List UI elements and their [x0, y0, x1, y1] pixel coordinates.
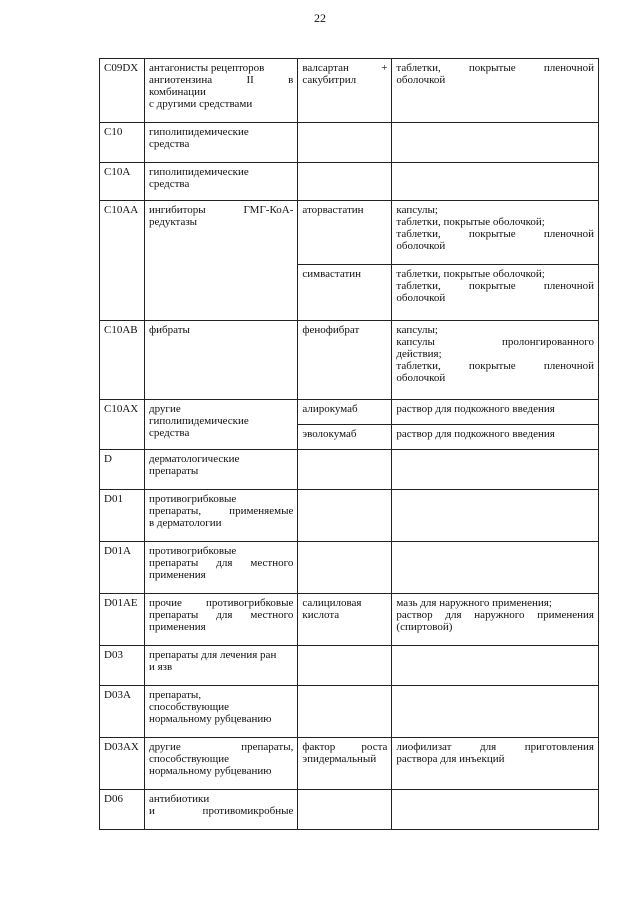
- atc-group: [144, 400, 297, 450]
- group-line: антагонисты рецепторов: [148, 62, 265, 74]
- form-line: (спиртовой): [396, 621, 453, 633]
- drug-name: [298, 321, 392, 400]
- drug-name: [298, 646, 392, 686]
- drug-name: [298, 738, 392, 790]
- group-line: другие: [148, 403, 181, 415]
- atc-group: [144, 686, 297, 738]
- drug-name: [298, 123, 392, 163]
- dosage-form: [392, 321, 599, 400]
- group-line: нормальному рубцеванию: [148, 713, 272, 725]
- table-row: [100, 686, 599, 738]
- atc-code: D01A: [100, 542, 145, 594]
- form-line: лиофилизат для приготовления: [396, 741, 594, 753]
- table-row: [100, 59, 599, 123]
- group-line: и язв: [148, 661, 173, 673]
- dosage-form: [392, 59, 599, 123]
- drug-name-line: салициловая: [302, 597, 362, 609]
- form-line: раствора для инъекций: [396, 753, 505, 765]
- drug-name-line: эпидермальный: [302, 753, 377, 765]
- dosage-form: [392, 790, 599, 830]
- table-row: [100, 201, 599, 265]
- group-line: способствующие: [148, 701, 229, 713]
- group-line: препараты для лечения ран: [148, 649, 277, 661]
- group-line: и противомикробные: [148, 805, 294, 817]
- group-line: фибраты: [148, 324, 190, 336]
- group-line: комбинации: [148, 86, 206, 98]
- form-line: оболочкой: [396, 74, 446, 86]
- drug-name: [298, 542, 392, 594]
- form-line: раствор для подкожного введения: [396, 428, 555, 440]
- atc-group: [144, 542, 297, 594]
- atc-group: [144, 790, 297, 830]
- drug-name: [298, 201, 392, 265]
- dosage-form: [392, 542, 599, 594]
- drug-name: [298, 400, 392, 425]
- form-line: капсулы;: [396, 324, 438, 336]
- dosage-form: [392, 265, 599, 321]
- table-row: [100, 450, 599, 490]
- dosage-form: [392, 425, 599, 450]
- group-line: ингибиторы ГМГ-КоА-: [148, 204, 294, 216]
- form-line: таблетки, покрытые пленочной: [396, 228, 594, 240]
- dosage-form: [392, 738, 599, 790]
- group-line: дерматологические: [148, 453, 240, 465]
- group-line: препараты, применяемые: [148, 505, 294, 517]
- group-line: средства: [148, 427, 190, 439]
- drug-name-line: валсартан +: [302, 62, 388, 74]
- atc-code: D03A: [100, 686, 145, 738]
- drug-name: [298, 790, 392, 830]
- atc-group: [144, 163, 297, 201]
- group-line: применения: [148, 621, 206, 633]
- dosage-form: [392, 594, 599, 646]
- atc-group: [144, 123, 297, 163]
- atc-code: C10AA: [100, 201, 145, 321]
- group-line: противогрибковые: [148, 493, 237, 505]
- page-number: 22: [314, 11, 326, 25]
- atc-code: D03AX: [100, 738, 145, 790]
- drug-name-line: алирокумаб: [302, 403, 358, 415]
- dosage-form: [392, 163, 599, 201]
- drug-name-line: эволокумаб: [302, 428, 357, 440]
- form-line: оболочкой: [396, 372, 446, 384]
- form-line: капсулы пролонгированного: [396, 336, 594, 348]
- dosage-form: [392, 490, 599, 542]
- group-line: ангиотензина II в: [148, 74, 294, 86]
- dosage-form: [392, 686, 599, 738]
- drug-name: [298, 594, 392, 646]
- table-row: [100, 123, 599, 163]
- group-line: средства: [148, 178, 190, 190]
- drug-name: [298, 686, 392, 738]
- group-line: гиполипидемические: [148, 166, 249, 178]
- atc-group: [144, 646, 297, 686]
- atc-group: [144, 450, 297, 490]
- group-line: препараты для местного: [148, 557, 294, 569]
- atc-code: C10A: [100, 163, 145, 201]
- atc-group: [144, 490, 297, 542]
- table-row: [100, 646, 599, 686]
- group-line: прочие противогрибковые: [148, 597, 294, 609]
- atc-code: C09DX: [100, 59, 145, 123]
- dosage-form: [392, 123, 599, 163]
- group-line: средства: [148, 138, 190, 150]
- atc-group: [144, 59, 297, 123]
- table-row: [100, 163, 599, 201]
- form-line: капсулы;: [396, 204, 438, 216]
- table-row: [100, 790, 599, 830]
- table-row: [100, 542, 599, 594]
- drug-name: [298, 265, 392, 321]
- table-row: [100, 321, 599, 400]
- drug-name: [298, 163, 392, 201]
- dosage-form: [392, 400, 599, 425]
- form-line: таблетки, покрытые оболочкой;: [396, 268, 545, 280]
- atc-code: D01AE: [100, 594, 145, 646]
- atc-group: [144, 594, 297, 646]
- group-line: препараты: [148, 465, 199, 477]
- drug-name-line: кислота: [302, 609, 340, 621]
- form-line: таблетки, покрытые пленочной: [396, 360, 594, 372]
- group-line: с другими средствами: [148, 98, 253, 110]
- atc-code: C10: [100, 123, 145, 163]
- form-line: раствор для подкожного введения: [396, 403, 555, 415]
- atc-group: [144, 201, 297, 321]
- atc-code: D03: [100, 646, 145, 686]
- group-line: другие препараты,: [148, 741, 294, 753]
- atc-code: C10AX: [100, 400, 145, 450]
- table-row: [100, 738, 599, 790]
- dosage-form: [392, 450, 599, 490]
- drug-name-line: симвастатин: [302, 268, 362, 280]
- form-line: таблетки, покрытые пленочной: [396, 280, 594, 292]
- form-line: оболочкой: [396, 240, 446, 252]
- drug-name: [298, 59, 392, 123]
- group-line: редуктазы: [148, 216, 198, 228]
- group-line: нормальному рубцеванию: [148, 765, 272, 777]
- dosage-form: [392, 646, 599, 686]
- drug-name: [298, 450, 392, 490]
- group-line: гиполипидемические: [148, 415, 249, 427]
- form-line: оболочкой: [396, 292, 446, 304]
- atc-group: [144, 738, 297, 790]
- atc-code: D: [100, 450, 145, 490]
- drug-name-line: аторвастатин: [302, 204, 364, 216]
- drug-name-line: фенофибрат: [302, 324, 360, 336]
- atc-code: D06: [100, 790, 145, 830]
- atc-group: [144, 321, 297, 400]
- group-line: применения: [148, 569, 206, 581]
- group-line: способствующие: [148, 753, 229, 765]
- form-line: мазь для наружного применения;: [396, 597, 552, 609]
- atc-code: D01: [100, 490, 145, 542]
- drug-name: [298, 425, 392, 450]
- dosage-form: [392, 201, 599, 265]
- table-row: [100, 594, 599, 646]
- table-row: [100, 490, 599, 542]
- drug-name: [298, 490, 392, 542]
- drug-table: [99, 58, 599, 830]
- table-row: [100, 400, 599, 425]
- atc-code: C10AB: [100, 321, 145, 400]
- drug-name-line: сакубитрил: [302, 74, 357, 86]
- group-line: гиполипидемические: [148, 126, 249, 138]
- group-line: противогрибковые: [148, 545, 237, 557]
- form-line: действия;: [396, 348, 442, 360]
- drug-name-line: фактор роста: [302, 741, 388, 753]
- group-line: в дерматологии: [148, 517, 222, 529]
- form-line: таблетки, покрытые оболочкой;: [396, 216, 545, 228]
- group-line: антибиотики: [148, 793, 210, 805]
- form-line: таблетки, покрытые пленочной: [396, 62, 594, 74]
- group-line: препараты,: [148, 689, 202, 701]
- form-line: раствор для наружного применения: [396, 609, 594, 621]
- group-line: препараты для местного: [148, 609, 294, 621]
